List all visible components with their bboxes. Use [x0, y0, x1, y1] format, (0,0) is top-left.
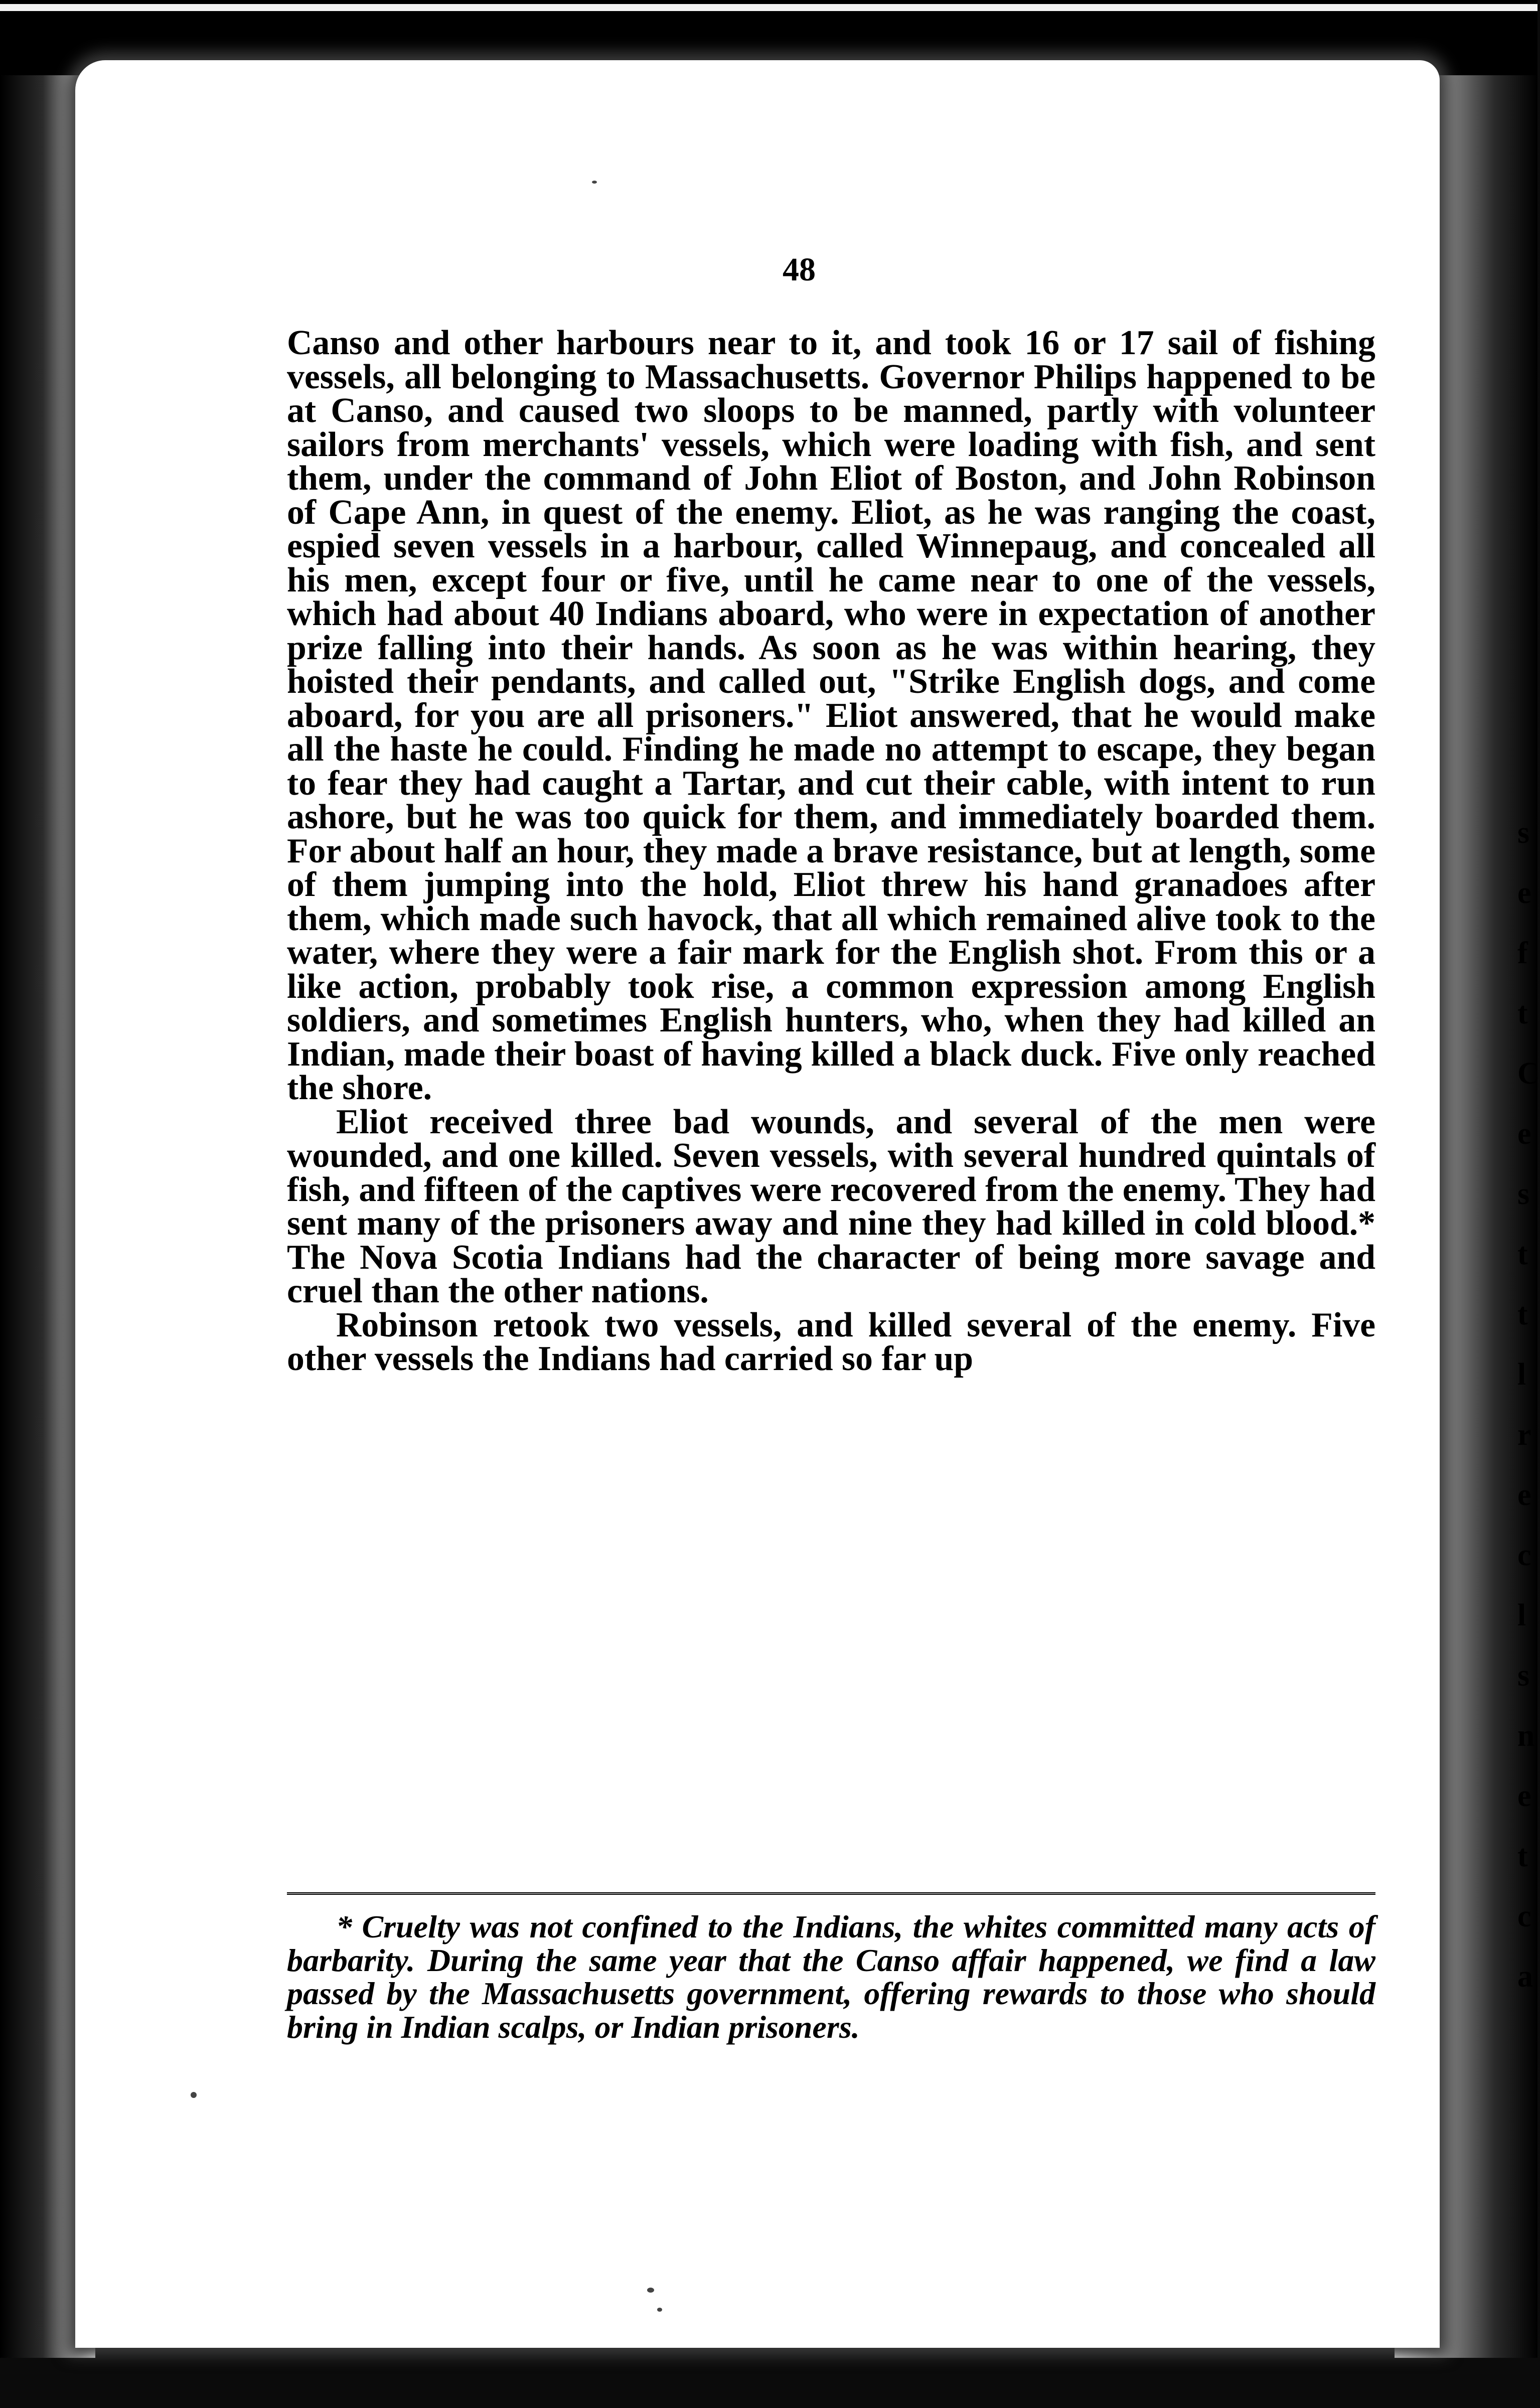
fragment-letter: e [1517, 1478, 1531, 1512]
paragraph: Robinson retook two vessels, and killed several of the enemy. Five other vessels the Indians had carried so far up [287, 1305, 1375, 1378]
fragment-letter: t [1517, 1297, 1528, 1331]
fragment-letter: s [1517, 1659, 1530, 1693]
fragment-letter: s [1517, 1177, 1530, 1211]
fragment-letter: a [1517, 1960, 1533, 1994]
fragment-letter: c [1517, 1899, 1531, 1933]
fragment-letter: e [1517, 1117, 1531, 1151]
fragment-letter: s [1517, 816, 1530, 850]
fragment-letter: C [1517, 1057, 1540, 1091]
footnote-rule [287, 1892, 1375, 1895]
fragment-letter: t [1517, 996, 1528, 1030]
fragment-letter: r [1517, 1418, 1531, 1452]
paragraph: Eliot received three bad wounds, and several of the men were wounded, and one killed. Seven vessels, with several hundred quintals of fish, and fifteen of the captives were recovered from the enemy. They had sent many of the prisoners away and nine they had killed in cold blood.* The Nova Scotia Indians had the character of being more savage and cruel than the other nations. [287, 1102, 1375, 1310]
body-text [287, 326, 1375, 1376]
page-number: 48 [783, 251, 816, 288]
fragment-letter: l [1517, 1358, 1526, 1392]
paragraph-continued: Canso and other harbours near to it, and took 16 or 17 sail of fishing vessels, all belonging to Massachusetts. Governor Philips happened to be at Canso, and caused two sloops to be manned, partly with volunteer sailors from merchants' vessels, which were loading with fish, and sent them, under the command of John Eliot of Boston, and John Robinson of Cape Ann, in quest of the enemy. Eliot, as he was ranging the coast, espied seven vessels in a harbour, called Winnepaug, and concealed all his men, except four or five, until he came near to one of the vessels, which had about 40 Indians aboard, who were in expectation of another prize falling into their hands. As soon as he was within hearing, they hoisted their pendants, and called out, "Strike English dogs, and come aboard, for you are all prisoners." Eliot answered, that he would make all the haste he could. Finding he made no attempt to escape, they began to fear they had caught a Tartar, and cut their cable, with intent to run ashore, but he was too quick for them, and immediately boarded them. For about half an hour, they made a brave resistance, but at length, some of them jumping into the hold, Eliot threw his hand granadoes after them, which made such havock, that all which remained alive took to the water, where they were a fair mark for the English shot. From this or a like action, probably took rise, a common expression among English soldiers, and sometimes English hunters, who, when they had killed an Indian, made their boast of having killed a black duck. Five only reached the shore. [287, 324, 1375, 1107]
fragment-letter: e [1517, 876, 1531, 910]
ink-speck [592, 181, 597, 184]
fragment-letter: n [1517, 1719, 1535, 1753]
fragment-letter: e [1517, 1779, 1531, 1813]
adjacent-page-fragments [1457, 803, 1540, 2157]
ink-speck [647, 2288, 654, 2293]
fragment-letter: f [1517, 936, 1528, 970]
footnote: * Cruelty was not confined to the Indians, the whites committed many acts of barbarity. During the same year that the Canso affair happened, we find a law passed by the Massachusetts government, offering rewards to those who should bring in Indian scalps, or Indian prisoners. [287, 1909, 1375, 2045]
ink-speck [657, 2308, 662, 2312]
fragment-letter: t [1517, 1839, 1528, 1873]
fragment-letter: l [1517, 1598, 1526, 1632]
fragment-letter: t [1517, 1237, 1528, 1271]
ink-speck [191, 2092, 197, 2098]
fragment-letter: c [1517, 1538, 1531, 1572]
